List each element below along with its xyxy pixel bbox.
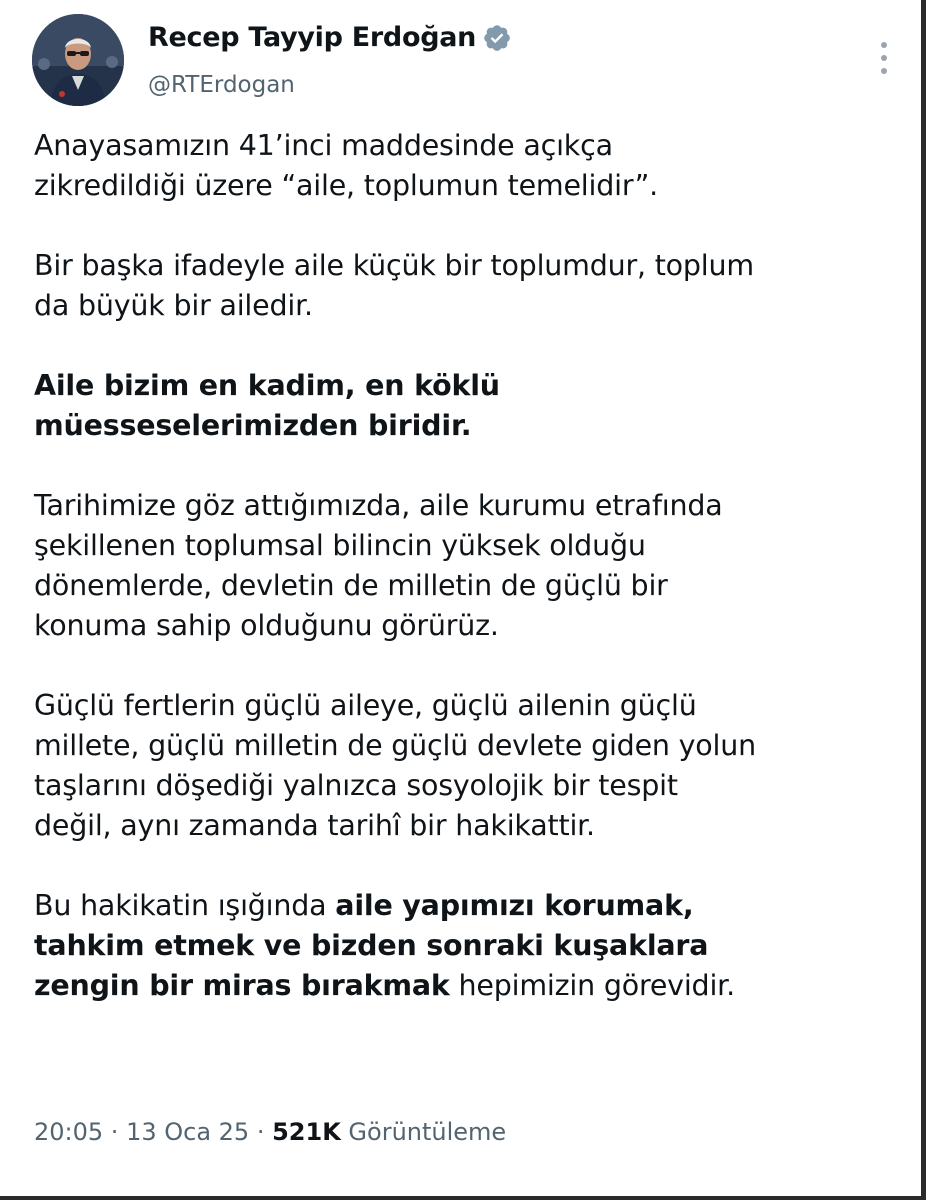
tweet-line (34, 286, 894, 326)
tweet-paragraph (34, 886, 894, 1006)
text-segment: Güçlü fertlerin güçlü aileye, güçlü ailenin güçlü (34, 689, 697, 722)
tweet-line (34, 966, 894, 1006)
text-segment: taşlarını döşediği yalnızca sosyolojik bir tespit (34, 769, 678, 802)
tweet-meta (34, 1118, 506, 1146)
meta-separator: · (249, 1118, 273, 1146)
tweet-line (34, 566, 894, 606)
views-count: 521K (272, 1118, 341, 1146)
display-name[interactable]: Recep Tayyip Erdoğan (148, 22, 477, 53)
more-dot (881, 68, 887, 74)
bold-text-segment: tahkim etmek ve bizden sonraki kuşaklara (34, 929, 709, 962)
text-segment: millete, güçlü milletin de güçlü devlete giden yolun (34, 729, 756, 762)
bold-text-segment: müesseselerimizden biridir. (34, 409, 472, 442)
text-segment: Bu hakikatin ışığında (34, 889, 336, 922)
tweet-line (34, 686, 894, 726)
text-segment: da büyük bir ailedir. (34, 289, 313, 322)
text-segment: değil, aynı zamanda tarihî bir hakikattir. (34, 809, 595, 842)
tweet-line (34, 606, 894, 646)
text-segment: konuma sahip olduğunu görürüz. (34, 609, 499, 642)
text-segment: dönemlerde, devletin de milletin de güçlü bir (34, 569, 668, 602)
tweet-line (34, 926, 894, 966)
tweet-line (34, 246, 894, 286)
text-segment: Anayasamızın 41’inci maddesinde açıkça (34, 129, 613, 162)
tweet-header (32, 14, 892, 110)
tweet-line (34, 526, 894, 566)
avatar[interactable] (32, 14, 124, 106)
tweet-line (34, 166, 894, 206)
more-dot (881, 42, 887, 48)
verified-badge-icon (482, 23, 512, 53)
tweet-time[interactable]: 20:05 (34, 1118, 104, 1146)
views-label: Görüntüleme (340, 1118, 507, 1146)
tweet-text (34, 126, 894, 1046)
tweet-line (34, 486, 894, 526)
tweet-line (34, 766, 894, 806)
tweet-paragraph (34, 686, 894, 846)
text-segment: zikredildiği üzere “aile, toplumun temelidir”. (34, 169, 658, 202)
text-segment: Tarihimize göz attığımızda, aile kurumu etrafında (34, 489, 723, 522)
tweet-line (34, 126, 894, 166)
tweet-date[interactable]: 13 Oca 25 (126, 1118, 250, 1146)
more-dot (881, 55, 887, 61)
meta-separator: · (103, 1118, 127, 1146)
tweet-paragraph (34, 246, 894, 326)
more-options-icon[interactable] (876, 42, 892, 82)
tweet-paragraph (34, 126, 894, 206)
bold-text-segment: Aile bizim en kadim, en köklü (34, 369, 500, 402)
profile-photo-icon (32, 14, 124, 106)
tweet-line (34, 366, 894, 406)
tweet-line (34, 406, 894, 446)
name-row (148, 22, 512, 53)
text-segment: hepimizin görevidir. (449, 969, 735, 1002)
tweet-paragraph (34, 486, 894, 646)
tweet-paragraph (34, 366, 894, 446)
text-segment: şekillenen toplumsal bilincin yüksek olduğu (34, 529, 646, 562)
bold-text-segment: aile yapımızı korumak, (335, 889, 694, 922)
text-segment: Bir başka ifadeyle aile küçük bir toplumdur, toplum (34, 249, 754, 282)
tweet-line (34, 886, 894, 926)
bold-text-segment: zengin bir miras bırakmak (34, 969, 450, 1002)
tweet-line (34, 726, 894, 766)
user-handle[interactable]: @RTErdogan (148, 72, 295, 98)
tweet-line (34, 806, 894, 846)
